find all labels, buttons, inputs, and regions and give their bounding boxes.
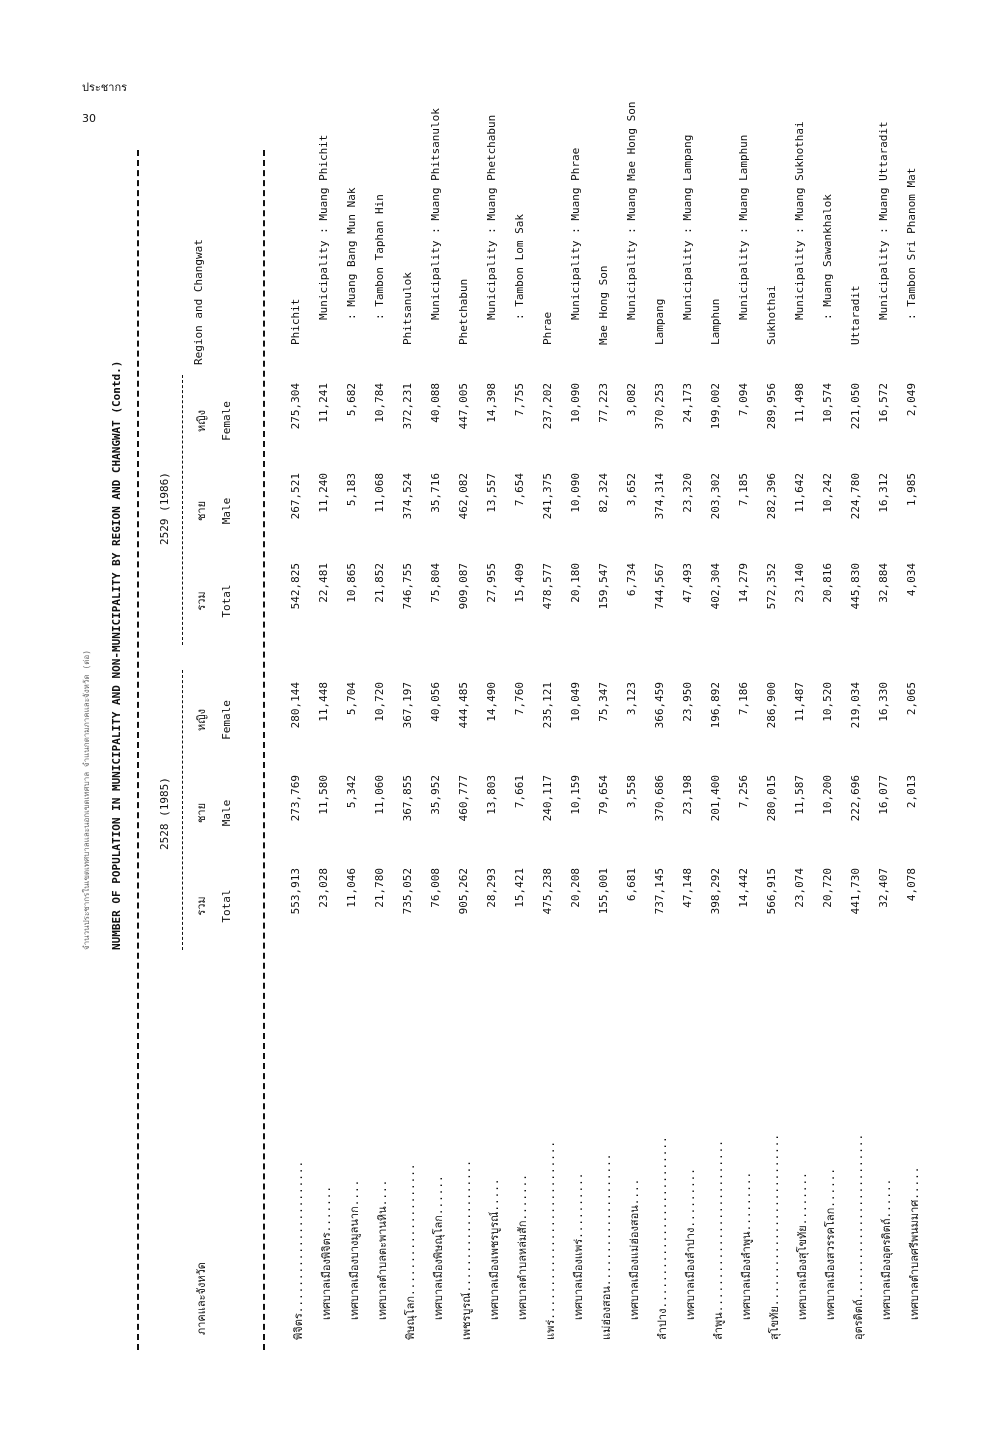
table-row <box>422 108 450 1350</box>
col-header-total: Total <box>220 889 233 923</box>
col-header-total: Total <box>220 584 233 618</box>
cell-female-1985: 219,034 <box>849 682 862 729</box>
cell-male-1985: 201,400 <box>709 775 722 822</box>
cell-total-1986: 542,825 <box>289 563 302 610</box>
row-label-region: Phetchabun <box>457 278 470 345</box>
cell-male-1986: 3,652 <box>625 473 638 507</box>
cell-total-1986: 4,034 <box>905 563 918 597</box>
cell-male-1985: 11,060 <box>373 775 386 815</box>
cell-total-1985: 155,001 <box>597 868 610 915</box>
cell-total-1985: 15,421 <box>513 868 526 908</box>
cell-male-1986: 10,090 <box>569 473 582 513</box>
cell-total-1986: 14,279 <box>737 563 750 603</box>
row-label-thai: สุโขทัย.......................... <box>768 1133 781 1340</box>
table-row <box>450 150 478 1350</box>
cell-male-1986: 13,557 <box>485 473 498 513</box>
row-label-thai: เทศบาลเมืองบางมูลนาก.... <box>348 1179 361 1320</box>
row-label-region: Phichit <box>289 298 302 345</box>
cell-total-1986: 32,884 <box>877 563 890 603</box>
row-label-region: Lampang <box>653 298 666 345</box>
cell-female-1985: 280,144 <box>289 682 302 729</box>
cell-male-1985: 5,342 <box>345 775 358 809</box>
col-header-female-thai: หญิง <box>195 410 208 432</box>
row-label-region: : Tambon Lom Sak <box>513 214 526 320</box>
cell-male-1986: 11,642 <box>793 473 806 513</box>
cell-female-1985: 367,197 <box>401 682 414 729</box>
cell-female-1985: 7,760 <box>513 682 526 716</box>
cell-male-1986: 374,314 <box>653 473 666 520</box>
table-row <box>394 150 422 1350</box>
table-row <box>674 134 702 1350</box>
cell-male-1985: 79,654 <box>597 775 610 815</box>
table-row <box>842 150 870 1350</box>
row-label-region: Municipality : Muang Lamphun <box>737 134 750 320</box>
cell-male-1986: 35,716 <box>429 473 442 513</box>
cell-total-1985: 475,238 <box>541 868 554 915</box>
table-row <box>618 101 646 1350</box>
col-header-male: Male <box>220 799 233 827</box>
table-row <box>814 150 842 1350</box>
row-label-thai: เทศบาลเมืองพิษณุโลก...... <box>432 1175 445 1320</box>
table-row <box>702 150 730 1350</box>
rotated-table <box>80 101 921 1350</box>
cell-female-1986: 7,755 <box>513 383 526 417</box>
cell-total-1985: 20,208 <box>569 868 582 908</box>
row-label-thai: อุตรดิตถ์......................... <box>852 1133 865 1340</box>
page-number: 30 <box>82 112 96 125</box>
cell-total-1985: 11,046 <box>345 868 358 908</box>
year-rule-1986 <box>182 375 183 645</box>
table-title-thai: จำนวนประชากรในเขตเทศบาลและนอกเขตเทศบาล จำแนกตามภาคและจังหวัด (ต่อ) <box>82 649 91 950</box>
cell-male-1986: 7,654 <box>513 473 526 507</box>
table-body <box>282 101 926 1350</box>
cell-female-1986: 372,231 <box>401 383 414 430</box>
cell-female-1985: 40,056 <box>429 682 442 722</box>
cell-female-1985: 10,720 <box>373 682 386 722</box>
cell-female-1985: 75,347 <box>597 682 610 722</box>
row-label-region: Municipality : Muang Phitsanulok <box>429 108 442 320</box>
cell-female-1985: 10,520 <box>821 682 834 722</box>
cell-female-1986: 289,956 <box>765 383 778 430</box>
row-label-thai: เทศบาลตำบลหล่มสัก....... <box>516 1174 529 1320</box>
row-label-region: Phitsanulok <box>401 272 414 345</box>
year-header-1986: 2529 (1986) <box>158 472 171 545</box>
cell-female-1985: 10,049 <box>569 682 582 722</box>
row-label-region: Municipality : Muang Sukhothai <box>793 121 806 320</box>
cell-total-1986: 445,830 <box>849 563 862 610</box>
cell-male-1985: 240,117 <box>541 775 554 822</box>
row-label-thai: พิษณุโลก.................... <box>404 1163 417 1340</box>
cell-male-1986: 282,396 <box>765 473 778 520</box>
cell-female-1986: 40,088 <box>429 383 442 423</box>
cell-total-1985: 737,145 <box>653 868 666 915</box>
region-header: Region and Changwat <box>192 239 205 365</box>
row-label-region: Municipality : Muang Phrae <box>569 147 582 320</box>
col-header-male-thai: ชาย <box>195 802 208 824</box>
cell-male-1985: 11,587 <box>793 775 806 815</box>
top-rule <box>137 150 139 1350</box>
cell-total-1985: 441,730 <box>849 868 862 915</box>
table-row <box>338 150 366 1350</box>
row-label-region: Municipality : Muang Mae Hong Son <box>625 101 638 320</box>
row-label-thai: เพชรบูรณ์.................... <box>460 1160 473 1340</box>
cell-total-1985: 23,074 <box>793 868 806 908</box>
table-row <box>562 147 590 1350</box>
cell-female-1985: 7,186 <box>737 682 750 716</box>
table-row <box>506 150 534 1350</box>
cell-female-1985: 196,892 <box>709 682 722 729</box>
cell-female-1986: 199,002 <box>709 383 722 430</box>
table-title: NUMBER OF POPULATION IN MUNICIPALITY AND NON-MUNICIPALITY BY REGION AND CHANGWAT (Contd.) <box>110 360 123 950</box>
cell-female-1986: 14,398 <box>485 383 498 423</box>
year-header-1985: 2528 (1985) <box>158 777 171 850</box>
col-header-female: Female <box>220 700 233 740</box>
table-row <box>282 150 310 1350</box>
cell-total-1986: 10,865 <box>345 563 358 603</box>
row-label-thai: เทศบาลตำบลตะพานหิน.... <box>376 1179 389 1320</box>
row-label-thai: ลำปาง.......................... <box>656 1136 669 1340</box>
stub-header-thai: ภาคและจังหวัด <box>195 1262 208 1335</box>
cell-male-1986: 203,302 <box>709 473 722 520</box>
row-label-region: Municipality : Muang Uttaradit <box>877 121 890 320</box>
col-header-female-thai: หญิง <box>195 709 208 731</box>
cell-female-1986: 11,498 <box>793 383 806 423</box>
cell-female-1985: 14,490 <box>485 682 498 722</box>
row-label-thai: เทศบาลเมืองเพชรบูรณ์..... <box>488 1178 501 1320</box>
cell-female-1985: 3,123 <box>625 682 638 716</box>
cell-total-1986: 746,755 <box>401 563 414 610</box>
cell-male-1986: 7,185 <box>737 473 750 507</box>
cell-total-1985: 905,262 <box>457 868 470 915</box>
row-label-region: Phrae <box>541 311 554 345</box>
cell-male-1986: 11,068 <box>373 473 386 513</box>
col-header-male-thai: ชาย <box>195 500 208 522</box>
table-row <box>786 121 814 1350</box>
cell-male-1985: 280,015 <box>765 775 778 822</box>
cell-total-1985: 20,720 <box>821 868 834 908</box>
cell-male-1985: 370,686 <box>653 775 666 822</box>
row-label-region: Lamphun <box>709 298 722 345</box>
cell-total-1985: 735,052 <box>401 868 414 915</box>
cell-male-1985: 3,558 <box>625 775 638 809</box>
cell-total-1986: 744,567 <box>653 563 666 610</box>
cell-total-1985: 398,292 <box>709 868 722 915</box>
cell-female-1985: 11,487 <box>793 682 806 722</box>
row-label-region: Uttaradit <box>849 285 862 345</box>
row-label-thai: เทศบาลเมืองอุตรดิตถ์...... <box>880 1178 893 1320</box>
cell-female-1986: 2,049 <box>905 383 918 417</box>
table-row <box>310 134 338 1350</box>
table-row <box>870 121 898 1350</box>
cell-total-1986: 20,180 <box>569 563 582 603</box>
row-label-thai: ลำพูน.......................... <box>712 1140 725 1340</box>
table-row <box>478 114 506 1350</box>
cell-male-1985: 10,159 <box>569 775 582 815</box>
cell-female-1986: 221,050 <box>849 383 862 430</box>
cell-total-1985: 553,913 <box>289 868 302 915</box>
table-row <box>534 150 562 1350</box>
cell-total-1985: 76,008 <box>429 868 442 908</box>
cell-male-1985: 35,952 <box>429 775 442 815</box>
row-label-thai: เทศบาลเมืองแม่ฮ่องสอน.... <box>628 1178 641 1320</box>
col-header-male: Male <box>220 497 233 525</box>
cell-female-1986: 3,082 <box>625 383 638 417</box>
table-row <box>646 150 674 1350</box>
cell-total-1986: 27,955 <box>485 563 498 603</box>
cell-total-1986: 47,493 <box>681 563 694 603</box>
col-header-total-thai: รวม <box>195 591 208 611</box>
row-label-thai: เทศบาลเมืองลำปาง......... <box>684 1168 697 1320</box>
col-header-total-thai: รวม <box>195 896 208 916</box>
cell-female-1986: 24,173 <box>681 383 694 423</box>
cell-female-1986: 16,572 <box>877 383 890 423</box>
cell-total-1986: 159,547 <box>597 563 610 610</box>
cell-total-1986: 21,852 <box>373 563 386 603</box>
row-label-thai: แม่ฮ่องสอน.................... <box>600 1153 613 1340</box>
table-row <box>758 150 786 1350</box>
cell-male-1986: 1,985 <box>905 473 918 507</box>
cell-male-1985: 367,855 <box>401 775 414 822</box>
table-row <box>590 150 618 1350</box>
row-label-region: Municipality : Muang Phetchabun <box>485 114 498 320</box>
cell-female-1986: 237,202 <box>541 383 554 430</box>
cell-female-1986: 275,304 <box>289 383 302 430</box>
cell-total-1986: 23,140 <box>793 563 806 603</box>
cell-total-1986: 20,816 <box>821 563 834 603</box>
table-row <box>366 150 394 1350</box>
cell-male-1985: 222,696 <box>849 775 862 822</box>
cell-male-1986: 82,324 <box>597 473 610 513</box>
year-rule-1985 <box>182 670 183 950</box>
cell-male-1985: 7,256 <box>737 775 750 809</box>
cell-male-1986: 23,320 <box>681 473 694 513</box>
row-label-thai: เทศบาลเมืองแพร่.......... <box>572 1172 585 1320</box>
row-label-thai: เทศบาลเมืองลำพูน......... <box>740 1171 753 1320</box>
cell-female-1986: 11,241 <box>317 383 330 423</box>
cell-female-1985: 5,704 <box>345 682 358 716</box>
row-label-thai: พิจิตร....................... <box>292 1160 305 1340</box>
cell-male-1985: 10,200 <box>821 775 834 815</box>
row-label-thai: เทศบาลเมืองสุโขทัย........ <box>796 1172 809 1320</box>
row-label-thai: แพร่........................... <box>544 1140 557 1340</box>
table-row <box>898 150 926 1350</box>
cell-male-1985: 7,661 <box>513 775 526 809</box>
cell-female-1985: 444,485 <box>457 682 470 729</box>
cell-male-1986: 374,524 <box>401 473 414 520</box>
cell-male-1986: 267,521 <box>289 473 302 520</box>
cell-female-1985: 235,121 <box>541 682 554 729</box>
row-label-region: Sukhothai <box>765 285 778 345</box>
cell-female-1986: 7,094 <box>737 383 750 417</box>
cell-female-1985: 2,065 <box>905 682 918 716</box>
cell-female-1985: 11,448 <box>317 682 330 722</box>
cell-total-1986: 75,804 <box>429 563 442 603</box>
cell-female-1986: 77,223 <box>597 383 610 423</box>
cell-total-1985: 23,028 <box>317 868 330 908</box>
cell-total-1985: 14,442 <box>737 868 750 908</box>
cell-total-1986: 402,304 <box>709 563 722 610</box>
cell-male-1986: 224,780 <box>849 473 862 520</box>
cell-female-1986: 370,253 <box>653 383 666 430</box>
cell-male-1985: 23,198 <box>681 775 694 815</box>
cell-female-1985: 16,330 <box>877 682 890 722</box>
row-label-region: : Muang Sawankhalok <box>821 194 834 320</box>
cell-total-1985: 6,681 <box>625 868 638 902</box>
cell-male-1985: 11,580 <box>317 775 330 815</box>
cell-total-1986: 572,352 <box>765 563 778 610</box>
row-label-thai: เทศบาลเมืองพิจิตร....... <box>320 1186 333 1320</box>
cell-total-1986: 6,734 <box>625 563 638 597</box>
row-label-region: Mae Hong Son <box>597 265 610 345</box>
cell-total-1986: 15,409 <box>513 563 526 603</box>
cell-total-1985: 21,780 <box>373 868 386 908</box>
cell-male-1985: 2,013 <box>905 775 918 809</box>
row-label-region: : Tambon Taphan Hin <box>373 194 386 320</box>
table-row <box>730 134 758 1350</box>
row-label-thai: เทศบาลตำบลศรีพนมมาศ..... <box>908 1166 921 1320</box>
row-label-region: : Muang Bang Mun Nak <box>345 187 358 320</box>
row-label-thai: เทศบาลเมืองสวรรคโลก...... <box>824 1168 837 1320</box>
cell-total-1985: 4,078 <box>905 868 918 902</box>
row-label-region: Municipality : Muang Lampang <box>681 134 694 320</box>
page-section-label: ประชากร <box>82 81 128 94</box>
cell-female-1986: 5,682 <box>345 383 358 417</box>
cell-male-1986: 11,240 <box>317 473 330 513</box>
cell-female-1985: 286,900 <box>765 682 778 729</box>
cell-total-1986: 478,577 <box>541 563 554 610</box>
cell-female-1985: 366,459 <box>653 682 666 729</box>
cell-female-1985: 23,950 <box>681 682 694 722</box>
cell-male-1986: 10,242 <box>821 473 834 513</box>
row-label-region: : Tambon Sri Phanom Mat <box>905 167 918 320</box>
cell-male-1986: 462,082 <box>457 473 470 520</box>
cell-total-1985: 32,407 <box>877 868 890 908</box>
cell-male-1985: 13,803 <box>485 775 498 815</box>
cell-male-1985: 16,077 <box>877 775 890 815</box>
header-bottom-rule <box>263 150 265 1350</box>
cell-total-1985: 28,293 <box>485 868 498 908</box>
cell-female-1986: 10,574 <box>821 383 834 423</box>
cell-male-1986: 5,183 <box>345 473 358 507</box>
cell-female-1986: 10,784 <box>373 383 386 423</box>
row-label-region: Municipality : Muang Phichit <box>317 134 330 320</box>
cell-male-1985: 273,769 <box>289 775 302 822</box>
cell-male-1986: 16,312 <box>877 473 890 513</box>
cell-total-1986: 22,481 <box>317 563 330 603</box>
cell-total-1985: 47,148 <box>681 868 694 908</box>
cell-female-1986: 447,005 <box>457 383 470 430</box>
cell-male-1985: 460,777 <box>457 775 470 822</box>
cell-female-1986: 10,090 <box>569 383 582 423</box>
col-header-female: Female <box>220 401 233 441</box>
cell-male-1986: 241,375 <box>541 473 554 520</box>
cell-total-1985: 566,915 <box>765 868 778 915</box>
cell-total-1986: 909,087 <box>457 563 470 610</box>
